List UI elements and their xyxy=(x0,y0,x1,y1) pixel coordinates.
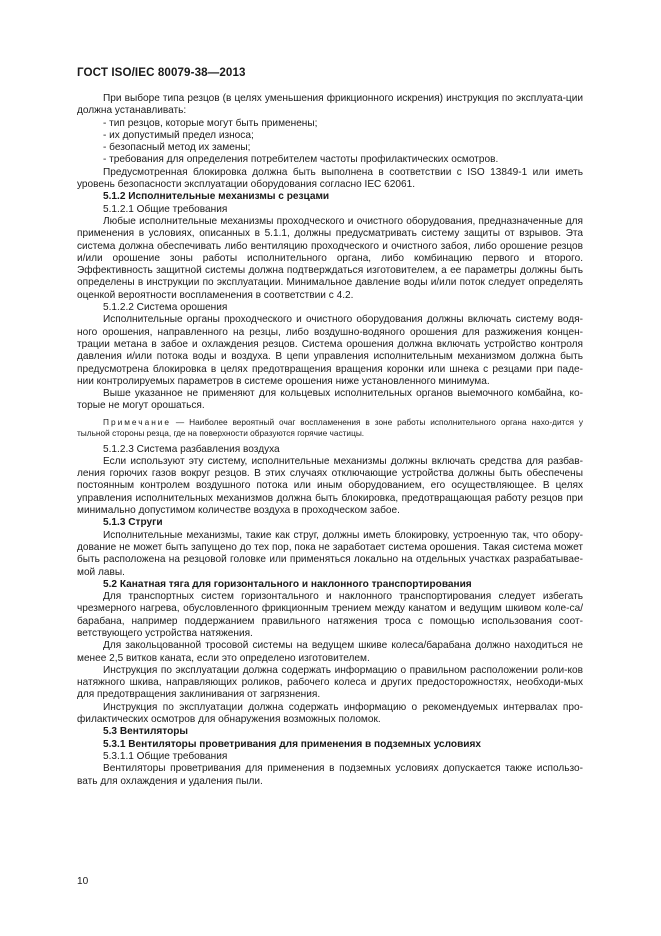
paragraph: Исполнительные органы проходческого и очистного оборудования должны включать систему водя-ного орошения, направленного на резцы, либо воздушно-водяного орошения для разжижения концен-трации метана в забое и охлаждения резцов. Система орошения должна включать устройство контроля давления и/или потока воды и воздуха. В цепи управления исполнительным механизмом должна быть предусмотрена блокировка в целях предотвращения вращения коронки или шнека с резцами при паде-нии контролируемых параметров в системе орошения ниже установленного минимума. xyxy=(77,314,583,387)
section-heading: 5.3.1 Вентиляторы проветривания для применения в подземных условиях xyxy=(103,738,481,750)
note-label: Примечание xyxy=(103,416,172,427)
paragraph: Для закольцованной тросовой системы на ведущем шкиве колеса/барабана должно находиться не менее 2,5 витков каната, если это определено изготовителем. xyxy=(77,640,583,664)
note-text: — Наиболее вероятный очаг воспламенения в зоне работы исполнительного органа нахо-дится у тыльной стороны резца, где на поверхности образуются горячие частицы. xyxy=(77,416,583,439)
note xyxy=(77,417,583,440)
paragraph: Инструкция по эксплуатации должна содержать информацию о рекомендуемых интервалах про-филактических осмотров для обнаружения возможных поломок. xyxy=(77,701,583,726)
section-heading: 5.1.3 Струги xyxy=(103,517,163,529)
paragraph: Инструкция по эксплуатации должна содержать информацию о правильном расположении роли-ков натяжного шкива, направляющих роликов, рабочего колеса и других предосторожностях, необходи-мых для предотвращения заклинивания от загрязнения. xyxy=(77,664,583,701)
list-item: - безопасный метод их замены; xyxy=(103,142,251,154)
paragraph: Для транспортных систем горизонтального и наклонного транспортирования следует избегать чрезмерного нагрева, обусловленного фрикционным трением между канатом и ведущим шкивом коле-са/барабана, например поддержанием правильного натяжения троса с помощью использования соот-ветствующего устройства натяжения. xyxy=(77,591,583,639)
list-item: - требования для определения потребителем частоты профилактических осмотров. xyxy=(103,154,499,166)
subsection-heading: 5.1.2.3 Система разбавления воздуха xyxy=(103,443,280,455)
subsection-heading: 5.1.2.1 Общие требования xyxy=(103,203,228,215)
section-heading: 5.2 Канатная тяга для горизонтального и наклонного транспортирования xyxy=(103,578,472,590)
paragraph: Вентиляторы проветривания для применения в подземных условиях допускается также использо-вать для охлаждения и удаления пыли. xyxy=(77,763,583,787)
list-item: - их допустимый предел износа; xyxy=(103,129,254,141)
document-body xyxy=(77,93,583,788)
list-item: - тип резцов, которые могут быть применены; xyxy=(103,117,318,129)
document-header: ГОСТ ISO/IEC 80079-38—2013 xyxy=(77,66,246,79)
subsection-heading: 5.1.2.2 Система орошения xyxy=(103,302,228,314)
paragraph: Предусмотренная блокировка должна быть выполнена в соответствии с ISO 13849-1 или иметь уровень безопасности эксплуатации оборудования согласно IEC 62061. xyxy=(77,166,583,191)
section-heading: 5.1.2 Исполнительные механизмы с резцами xyxy=(103,191,330,203)
paragraph: При выборе типа резцов (в целях уменьшения фрикционного искрения) инструкция по эксплуата-ции должна устанавливать: xyxy=(77,93,583,117)
paragraph: Исполнительные механизмы, такие как струг, должны иметь блокировку, устроенную так, что обору-дование не может быть запущено до тех пор, пока не заработает система орошения. Такая система может быть расположена на резцовой головке или применяться локально на отдельных участках разрабатывае-мой лавы. xyxy=(77,529,583,578)
page-number: 10 xyxy=(77,876,89,887)
paragraph: Выше указанное не применяют для кольцевых исполнительных органов выемочного комбайна, ко-торые не могут орошаться. xyxy=(77,388,583,412)
paragraph: Если используют эту систему, исполнительные механизмы должны включать средства для разбав-ления горючих газов вокруг резцов. В этих случаях отключающие устройства должны быть обеспечены постоянным контролем воздушного потока или иным оборудованием, его осуществляющее. В целях управления исполнительных механизмов должна быть блокировка, предотвращающая работу резцов при минимально допустимом количестве воздуха в проходческом забое. xyxy=(77,455,583,517)
subsection-heading: 5.3.1.1 Общие требования xyxy=(103,750,228,762)
section-heading: 5.3 Вентиляторы xyxy=(103,726,189,738)
paragraph: Любые исполнительные механизмы проходческого и очистного оборудования, предназначенные для применения в условиях, описанных в 5.1.1, должны предусматривать систему защиты от взрывов. Эта система должна обеспечивать либо вентиляцию проходческого и очистного забоя, либо орошение резцов и/или орошение зоны работы исполнительного органа, либо комбинацию первого и второго. Эффективность защитной системы должна подтверждаться изготовителем, а ее параметры должны быть определены в инструкции по эксплуатации. Минимальное давление воды и/или поток следует определять оценкой вероятности воспламенения в соответствии с 4.2. xyxy=(77,215,583,301)
